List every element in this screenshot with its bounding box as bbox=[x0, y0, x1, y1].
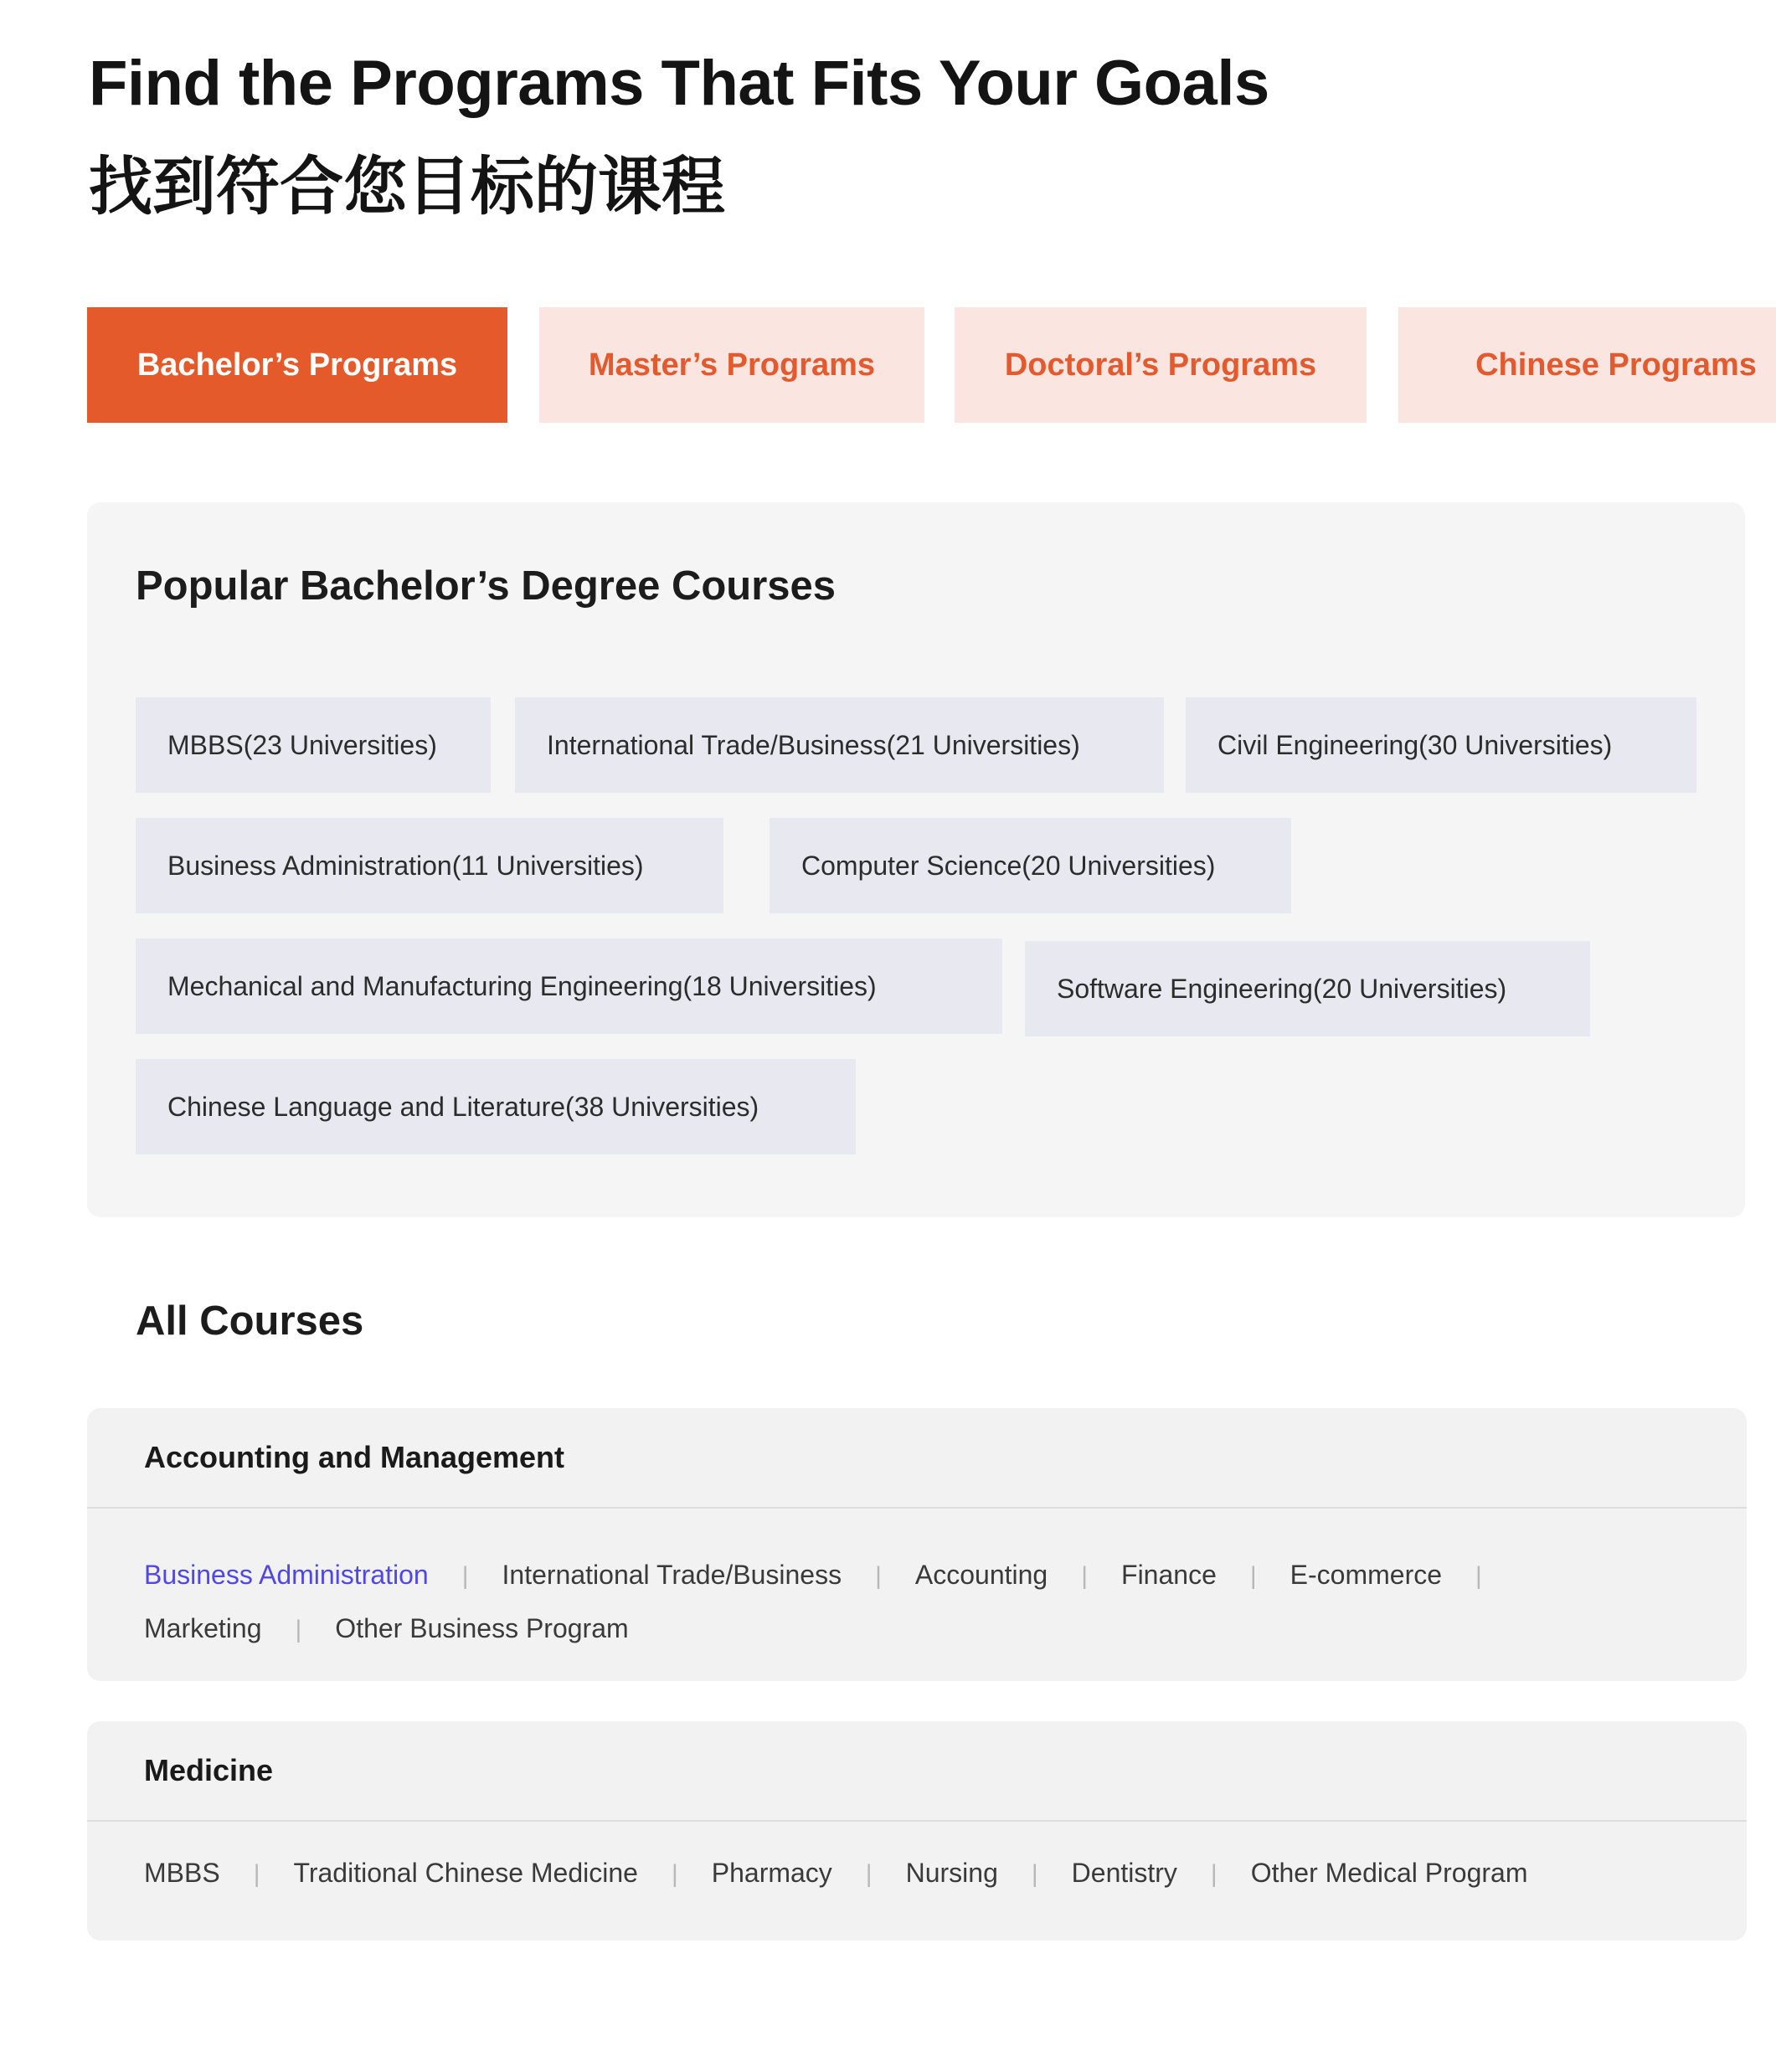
link-divider: | bbox=[1210, 1860, 1217, 1888]
link-divider: | bbox=[253, 1860, 260, 1888]
course-link-pharmacy[interactable]: Pharmacy bbox=[711, 1858, 832, 1888]
course-link-traditional-chinese-medicine[interactable]: Traditional Chinese Medicine bbox=[293, 1858, 638, 1888]
course-chip-mechanical-engineering[interactable]: Mechanical and Manufacturing Engineering(18 Universities) bbox=[136, 938, 1002, 1034]
category-heading: Medicine bbox=[87, 1721, 1747, 1822]
link-divider: | bbox=[671, 1860, 678, 1888]
link-divider: | bbox=[295, 1616, 302, 1643]
popular-courses-heading: Popular Bachelor’s Degree Courses bbox=[136, 563, 837, 609]
course-link-nursing[interactable]: Nursing bbox=[905, 1858, 998, 1888]
program-tabs bbox=[87, 307, 1776, 423]
tab-bachelors-programs[interactable]: Bachelor’s Programs bbox=[87, 307, 507, 423]
course-link-finance[interactable]: Finance bbox=[1121, 1560, 1217, 1590]
course-link-dentistry[interactable]: Dentistry bbox=[1071, 1858, 1177, 1888]
course-link-other-business[interactable]: Other Business Program bbox=[335, 1613, 629, 1643]
course-link-mbbs[interactable]: MBBS bbox=[144, 1858, 220, 1888]
link-divider: | bbox=[461, 1562, 469, 1590]
course-link-accounting[interactable]: Accounting bbox=[914, 1560, 1048, 1590]
category-accounting-management bbox=[87, 1408, 1747, 1681]
link-divider: | bbox=[1475, 1562, 1482, 1590]
category-heading: Accounting and Management bbox=[87, 1408, 1747, 1509]
tab-doctorals-programs[interactable]: Doctoral’s Programs bbox=[955, 307, 1367, 423]
course-link-marketing[interactable]: Marketing bbox=[144, 1613, 262, 1643]
category-medicine bbox=[87, 1721, 1747, 1941]
tab-chinese-programs[interactable]: Chinese Programs bbox=[1398, 307, 1776, 423]
link-divider: | bbox=[875, 1562, 882, 1590]
course-chip-civil-engineering[interactable]: Civil Engineering(30 Universities) bbox=[1186, 697, 1696, 793]
page-title-chinese: 找到符合您目标的课程 bbox=[89, 149, 725, 224]
course-chip-mbbs[interactable]: MBBS(23 Universities) bbox=[136, 697, 491, 793]
tab-masters-programs[interactable]: Master’s Programs bbox=[539, 307, 924, 423]
link-divider: | bbox=[1249, 1562, 1257, 1590]
page-title: Find the Programs That Fits Your Goals bbox=[89, 48, 1269, 119]
course-link-international-trade[interactable]: International Trade/Business bbox=[502, 1560, 842, 1590]
course-link-ecommerce[interactable]: E-commerce bbox=[1290, 1560, 1443, 1590]
link-divider: | bbox=[865, 1860, 873, 1888]
course-chip-software-engineering[interactable]: Software Engineering(20 Universities) bbox=[1025, 941, 1590, 1036]
link-divider: | bbox=[1031, 1860, 1038, 1888]
category-links bbox=[87, 1822, 1747, 1900]
popular-courses-card bbox=[87, 502, 1745, 1217]
link-divider: | bbox=[1081, 1562, 1089, 1590]
course-chip-computer-science[interactable]: Computer Science(20 Universities) bbox=[770, 818, 1291, 913]
all-courses-heading: All Courses bbox=[136, 1298, 364, 1344]
course-link-other-medical[interactable]: Other Medical Program bbox=[1250, 1858, 1528, 1888]
category-links bbox=[87, 1509, 1747, 1656]
course-chip-business-administration[interactable]: Business Administration(11 Universities) bbox=[136, 818, 723, 913]
course-chip-chinese-language[interactable]: Chinese Language and Literature(38 Universities) bbox=[136, 1059, 856, 1154]
course-chip-international-trade[interactable]: International Trade/Business(21 Universities) bbox=[515, 697, 1164, 793]
course-link-business-administration[interactable]: Business Administration bbox=[144, 1560, 429, 1590]
